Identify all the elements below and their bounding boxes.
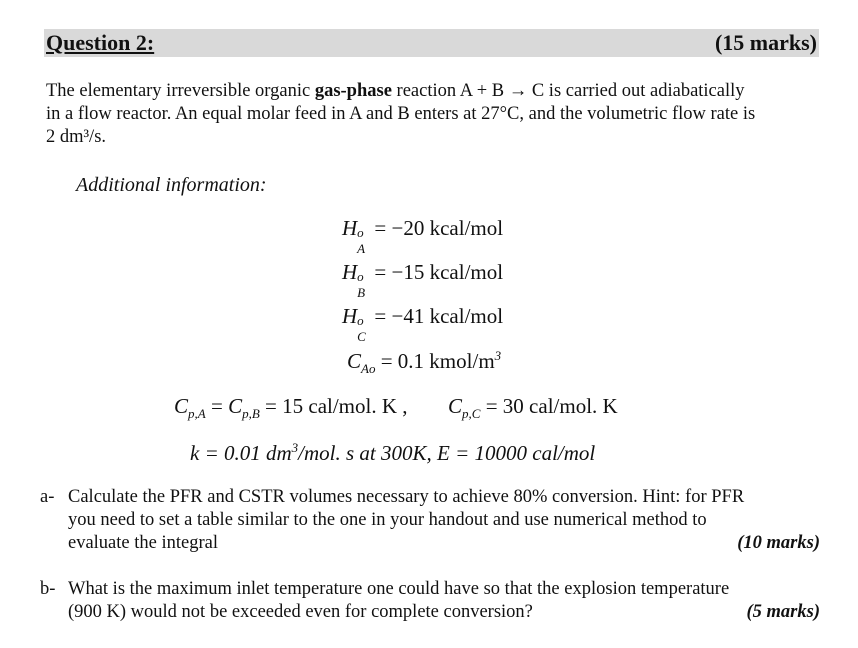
problem-statement xyxy=(46,80,820,149)
part-a-line-2: you need to set a table similar to the one in your handout and use numerical method to xyxy=(68,510,707,530)
part-b-line-1: What is the maximum inlet temperature one could have so that the explosion temperature xyxy=(68,579,730,599)
eq-k-sup: 3 xyxy=(291,440,299,455)
eq-hb-symbol: H xyxy=(342,260,358,284)
question-header xyxy=(44,29,819,57)
eq-cao-sub: Ao xyxy=(361,361,376,377)
eq-cpc-sub: p,C xyxy=(462,406,481,422)
part-b-text xyxy=(68,578,820,624)
part-b-marks: (5 marks) xyxy=(746,602,820,622)
part-a-line-1: Calculate the PFR and CSTR volumes necessary to achieve 80% conversion. Hint: for PFR xyxy=(68,487,745,507)
question-marks: (15 marks) xyxy=(714,30,817,55)
eq-cpc-symbol: C xyxy=(448,394,463,418)
additional-info-label: Additional information: xyxy=(76,174,267,196)
eq-cpb-symbol: C xyxy=(228,394,243,418)
eq-cao-sup: 3 xyxy=(494,348,502,363)
eq-cpc-rhs: = 30 cal/mol. K xyxy=(480,394,618,418)
eq-cpa-sub: p,A xyxy=(188,406,206,422)
eq-cpb-sub: p,B xyxy=(242,406,260,422)
intro-line-2: in a flow reactor. An equal molar feed in A and B enters at 27°C, and the volumetric flow rate is xyxy=(46,104,756,124)
equation-enthalpy-c xyxy=(342,304,504,344)
part-a-label: a- xyxy=(40,487,55,507)
eq-cpa-symbol: C xyxy=(174,394,189,418)
intro-bold-phase: gas-phase xyxy=(314,81,392,101)
intro-line-1 xyxy=(46,80,820,103)
equation-concentration-a0 xyxy=(347,348,501,377)
intro-line-1-pre: The elementary irreversible organic xyxy=(46,81,315,101)
part-a-text xyxy=(68,486,820,555)
intro-line-3: 2 dm³/s. xyxy=(46,127,107,147)
eq-ha-sup: o xyxy=(357,225,364,240)
eq-ha-symbol: H xyxy=(342,216,358,240)
eq-cp-equals: = xyxy=(205,394,229,418)
eq-cpab-rhs: = 15 cal/mol. K , xyxy=(259,394,408,418)
eq-k-post: /mol. s at 300K, E = 10000 cal/mol xyxy=(298,441,596,465)
eq-k-pre: k = 0.01 dm xyxy=(190,441,292,465)
eq-cao-rhs: = 0.1 kmol/m xyxy=(380,349,495,373)
eq-hc-sub: C xyxy=(357,329,366,344)
part-a-line-3 xyxy=(68,532,820,555)
eq-hc-rhs: = −41 kcal/mol xyxy=(374,304,504,328)
part-b-line-2 xyxy=(68,601,820,624)
intro-line-1-post: reaction A + B → C is carried out adiabatically xyxy=(391,81,745,101)
eq-hb-sup: o xyxy=(357,269,364,284)
eq-ha-rhs: = −20 kcal/mol xyxy=(374,216,504,240)
eq-cao-symbol: C xyxy=(347,349,362,373)
part-b-label: b- xyxy=(40,579,56,599)
eq-hb-rhs: = −15 kcal/mol xyxy=(374,260,504,284)
equation-enthalpy-b xyxy=(342,260,504,300)
equation-rate-constant xyxy=(190,440,595,466)
eq-ha-sub: A xyxy=(357,241,366,256)
eq-hb-sub: B xyxy=(357,285,366,300)
eq-hc-sup: o xyxy=(357,313,364,328)
equation-heat-capacities xyxy=(174,394,618,422)
part-b-line-2-text: (900 K) would not be exceeded even for complete conversion? xyxy=(68,602,533,622)
part-a-line-3-text: evaluate the integral xyxy=(68,533,218,553)
part-a-marks: (10 marks) xyxy=(737,533,820,553)
question-title: Question 2: xyxy=(46,30,155,55)
equation-enthalpy-a xyxy=(342,216,504,256)
eq-hc-symbol: H xyxy=(342,304,358,328)
